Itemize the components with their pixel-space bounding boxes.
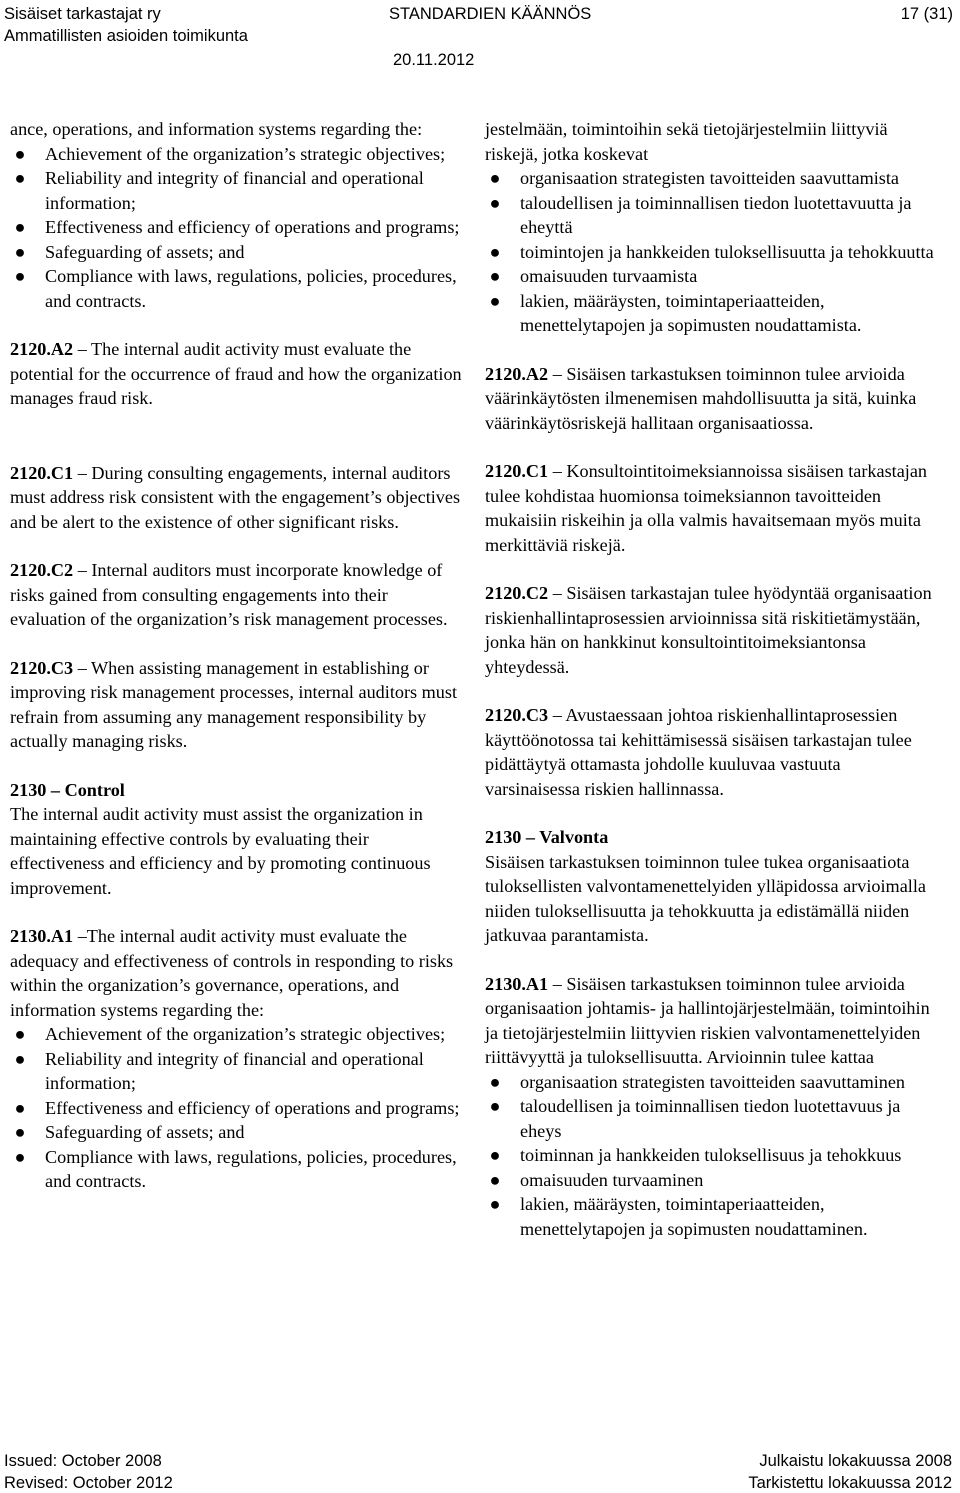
footer-tarkistettu: Tarkistettu lokakuussa 2012 bbox=[748, 1474, 952, 1492]
list-item-text: Safeguarding of assets; and bbox=[45, 241, 245, 262]
list-item-text: taloudellisen ja toiminnallisen tiedon luotettavuus ja eheys bbox=[520, 1096, 901, 1141]
footer-issued: Issued: October 2008 bbox=[4, 1452, 162, 1470]
standard-text: – Sisäisen tarkastuksen toiminnon tulee arvioida väärinkäytösten ilmenemisen mahdollisuutta ja sitä, kuinka väärinkäytösriskejä hallitaan organisaatiossa. bbox=[485, 363, 917, 433]
list-item bbox=[10, 166, 466, 215]
bullet-icon: ● bbox=[14, 1024, 26, 1044]
list-item bbox=[485, 191, 940, 240]
bullet-icon: ● bbox=[14, 241, 26, 262]
standard-2120-a2 bbox=[485, 362, 940, 436]
footer-revised: Revised: October 2012 bbox=[4, 1474, 173, 1492]
bullet-icon: ● bbox=[14, 1146, 26, 1167]
standard-code: 2120.C3 bbox=[10, 657, 74, 678]
bullet-icon: ● bbox=[489, 1071, 501, 1092]
standard-2120-c2 bbox=[485, 581, 940, 679]
standard-text: – When assisting management in establishing or improving risk management processes, internal auditors must refrain from assuming any management responsibility by actually managing risks. bbox=[10, 657, 458, 751]
list-item bbox=[10, 240, 466, 265]
paragraph-intro: jestelmään, toimintoihin sekä tietojärjestelmiin liittyviä riskejä, jotka koskevat bbox=[485, 119, 888, 164]
standard-code: 2120.C2 bbox=[485, 583, 549, 603]
list-item-text: Reliability and integrity of financial and operational information; bbox=[45, 1048, 424, 1093]
list-item bbox=[10, 1145, 466, 1194]
footer-julkaistu: Julkaistu lokakuussa 2008 bbox=[759, 1452, 952, 1470]
bullet-icon: ● bbox=[489, 266, 501, 286]
header-page-number: 17 (31) bbox=[900, 5, 953, 23]
list-item bbox=[485, 1192, 940, 1241]
list-item-text: Compliance with laws, regulations, policies, procedures, and contracts. bbox=[45, 266, 457, 311]
bullet-icon: ● bbox=[14, 168, 26, 188]
list-item-text: Effectiveness and efficiency of operations and programs; bbox=[45, 1097, 460, 1118]
bullet-icon: ● bbox=[14, 1048, 26, 1069]
standard-text: – During consulting engagements, internal auditors must address risk consistent with the engagement’s objectives and be alert to the existence of other significant risks. bbox=[10, 462, 461, 532]
list-item bbox=[485, 1143, 940, 1168]
list-item bbox=[10, 1047, 466, 1096]
bullet-icon: ● bbox=[489, 241, 501, 262]
heading-text: 2130 – Control bbox=[10, 779, 125, 800]
bullet-icon: ● bbox=[14, 217, 26, 237]
header-org-name: Sisäiset tarkastajat ry bbox=[4, 5, 161, 23]
list-item-text: Safeguarding of assets; and bbox=[45, 1122, 245, 1142]
paragraph-intro: ance, operations, and information systems regarding the: bbox=[10, 119, 423, 139]
standard-text: – Sisäisen tarkastuksen toiminnon tulee arvioida organisaation johtamis- ja hallintojärjestelmään, toimintoihin ja tietojärjestelmiin liittyvien riskien valvontamenettelyiden riittävyyttä ja tuloksellisuutta. Arvioinnin tulee kattaa bbox=[485, 973, 930, 1067]
standard-2120-c1 bbox=[485, 459, 940, 557]
bullet-icon: ● bbox=[14, 1122, 26, 1142]
list-item bbox=[485, 1168, 940, 1193]
list-item bbox=[485, 1070, 940, 1095]
heading-text: 2130 – Valvonta bbox=[485, 827, 609, 847]
section-heading-2130 bbox=[10, 778, 466, 803]
english-column bbox=[10, 117, 466, 1194]
header-date: 20.11.2012 bbox=[393, 51, 475, 69]
bullet-icon: ● bbox=[489, 1096, 501, 1116]
list-item-text: toimintojen ja hankkeiden tuloksellisuutta ja tehokkuutta bbox=[520, 241, 934, 262]
bullet-icon: ● bbox=[489, 1194, 501, 1214]
standard-code: 2130.A1 bbox=[485, 973, 549, 994]
standard-text: – Avustaessaan johtoa riskienhallintaprosessien käyttöönotossa tai kehittämisessä sisäisen tarkastajan tulee pidättäytyä ottamasta johdolle kuuluvaa vastuuta varsinaisessa riskien hallinnassa. bbox=[485, 705, 912, 799]
bullet-icon: ● bbox=[489, 1145, 501, 1165]
list-item bbox=[485, 240, 940, 265]
bullet-icon: ● bbox=[14, 143, 26, 164]
header-doc-title: STANDARDIEN KÄÄNNÖS bbox=[389, 5, 592, 23]
list-item-text: Effectiveness and efficiency of operations and programs; bbox=[45, 217, 460, 237]
list-item-text: Achievement of the organization’s strategic objectives; bbox=[45, 143, 446, 164]
bullet-list bbox=[485, 166, 940, 338]
standard-code: 2120.C3 bbox=[485, 705, 549, 725]
list-item-text: organisaation strategisten tavoitteiden saavuttaminen bbox=[520, 1071, 906, 1092]
standard-text: – The internal audit activity must evaluate the potential for the occurrence of fraud and how the organization manages fraud risk. bbox=[10, 339, 462, 408]
list-item-text: omaisuuden turvaamista bbox=[520, 266, 698, 286]
standard-code: 2120.C1 bbox=[10, 462, 74, 483]
list-item-text: organisaation strategisten tavoitteiden saavuttamista bbox=[520, 168, 899, 188]
standard-2120-c1 bbox=[10, 461, 466, 535]
list-item-text: toiminnan ja hankkeiden tuloksellisuus ja tehokkuus bbox=[520, 1145, 902, 1165]
bullet-icon: ● bbox=[14, 1097, 26, 1118]
list-item-text: omaisuuden turvaaminen bbox=[520, 1169, 704, 1190]
bullet-icon: ● bbox=[14, 266, 26, 286]
list-item-text: lakien, määräysten, toimintaperiaatteiden, menettelytapojen ja sopimusten noudattamista. bbox=[520, 290, 862, 335]
list-item bbox=[10, 1096, 466, 1121]
bullet-list bbox=[10, 1022, 466, 1194]
list-item bbox=[10, 1022, 466, 1047]
standard-2130-a1 bbox=[485, 972, 940, 1070]
header-committee: Ammatillisten asioiden toimikunta bbox=[4, 27, 248, 45]
standard-code: 2120.C1 bbox=[485, 461, 549, 481]
standard-2120-c3 bbox=[10, 656, 466, 754]
list-item-text: Reliability and integrity of financial and operational information; bbox=[45, 168, 424, 213]
bullet-list bbox=[485, 1070, 940, 1242]
list-item bbox=[10, 264, 466, 313]
bullet-icon: ● bbox=[489, 192, 501, 213]
finnish-column bbox=[485, 117, 940, 1241]
bullet-list bbox=[10, 142, 466, 314]
section-heading-2130 bbox=[485, 825, 940, 850]
list-item-text: Achievement of the organization’s strategic objectives; bbox=[45, 1024, 446, 1044]
section-text-2130: Sisäisen tarkastuksen toiminnon tulee tukea organisaatiota tuloksellisten valvontamenettelyiden ylläpidossa arvioimalla niiden tuloksellisuutta ja tehokkuutta ja edistämällä niiden jatkuvaa parantamista. bbox=[485, 851, 926, 945]
list-item bbox=[485, 264, 940, 289]
standard-code: 2120.A2 bbox=[10, 339, 74, 359]
standard-code: 2120.A2 bbox=[485, 363, 549, 384]
bullet-icon: ● bbox=[489, 168, 501, 188]
standard-text: –The internal audit activity must evaluate the adequacy and effectiveness of controls in responding to risks within the organization’s governance, operations, and information systems regarding the: bbox=[10, 926, 454, 1020]
list-item-text: lakien, määräysten, toimintaperiaatteiden, menettelytapojen ja sopimusten noudattaminen. bbox=[520, 1194, 868, 1239]
list-item bbox=[485, 1094, 940, 1143]
list-item bbox=[485, 166, 940, 191]
list-item bbox=[10, 142, 466, 167]
standard-code: 2120.C2 bbox=[10, 560, 74, 580]
standard-2120-c2 bbox=[10, 558, 466, 632]
list-item-text: Compliance with laws, regulations, policies, procedures, and contracts. bbox=[45, 1146, 457, 1191]
standard-text: – Sisäisen tarkastajan tulee hyödyntää organisaation riskienhallintaprosessien arvioinnissa sitä riskitietämystään, jonka hän on hankkinut konsultointitoimeksiantonsa yhteydessä. bbox=[485, 583, 932, 677]
standard-code: 2130.A1 bbox=[10, 926, 74, 946]
standard-2120-a2 bbox=[10, 337, 466, 411]
standard-2120-c3 bbox=[485, 703, 940, 801]
standard-text: – Internal auditors must incorporate knowledge of risks gained from consulting engagements into their evaluation of the organization’s risk management processes. bbox=[10, 560, 448, 629]
list-item-text: taloudellisen ja toiminnallisen tiedon luotettavuutta ja eheyttä bbox=[520, 192, 912, 237]
list-item bbox=[10, 1120, 466, 1145]
standard-2130-a1 bbox=[10, 924, 466, 1022]
bullet-icon: ● bbox=[489, 1169, 501, 1190]
list-item bbox=[485, 289, 940, 338]
section-text-2130: The internal audit activity must assist the organization in maintaining effective controls by evaluating their effectiveness and efficiency and by promoting continuous improvement. bbox=[10, 804, 431, 898]
bullet-icon: ● bbox=[489, 290, 501, 311]
standard-text: – Konsultointitoimeksiannoissa sisäisen tarkastajan tulee kohdistaa huomionsa toimeksiannon tavoitteiden mukaisiin riskeihin ja olla valmis havaitsemaan myös muita merkittäviä riskejä. bbox=[485, 461, 928, 555]
list-item bbox=[10, 215, 466, 240]
